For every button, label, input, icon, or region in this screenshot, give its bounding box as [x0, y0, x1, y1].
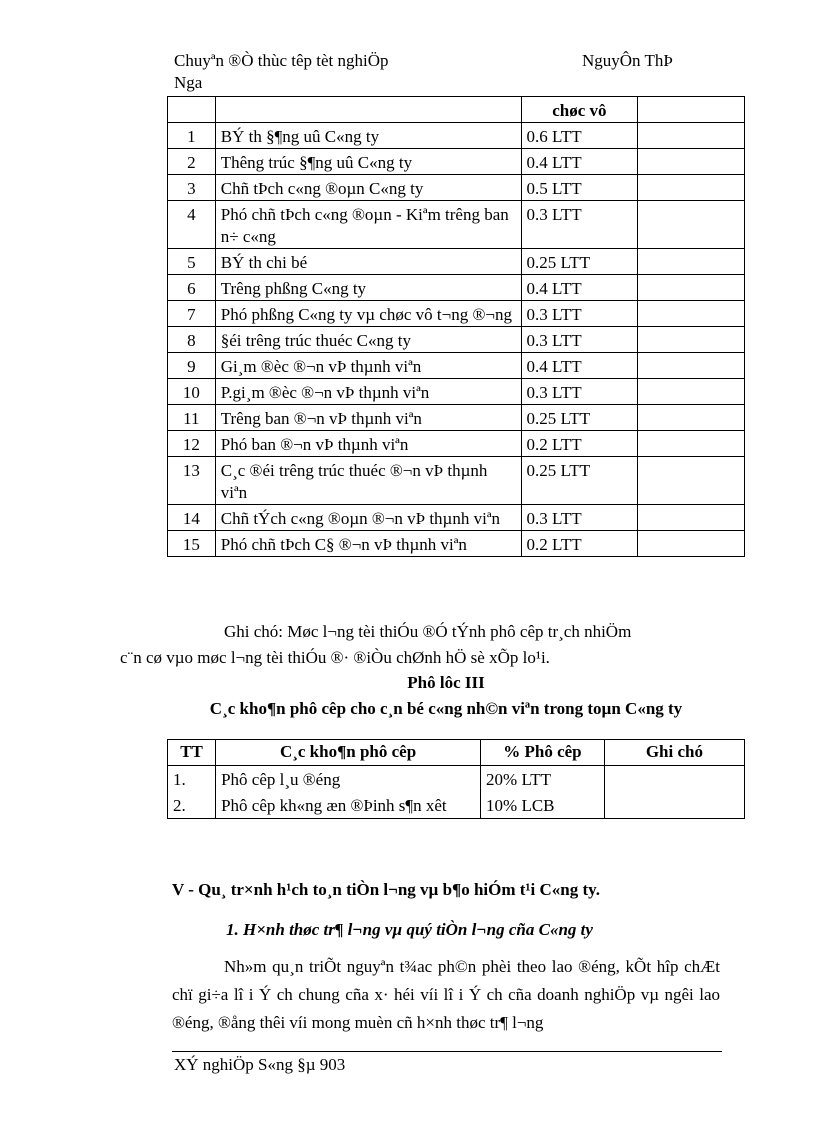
- empty-cell: [638, 327, 745, 353]
- empty-cell: [638, 405, 745, 431]
- allowance-coefficient: 0.3 LTT: [521, 379, 638, 405]
- allowance-coefficient: 0.3 LTT: [521, 201, 638, 249]
- section-heading: V - Qu¸ tr×nh h¹ch to¸n tiÒn l¬ng vµ b¶o hiÓm t¹i C«ng ty.: [172, 880, 600, 899]
- table-row: [168, 275, 745, 301]
- position-name: P.gi¸m ®èc ®¬n vÞ thµnh viªn: [215, 379, 521, 405]
- header-title-wrap: Nga: [174, 73, 203, 92]
- table-header-cell: [215, 97, 521, 123]
- table-row: [168, 353, 745, 379]
- allowance-percent: 20% LTT: [481, 766, 605, 793]
- position-name: Gi¸m ®èc ®¬n vÞ thµnh viªn: [215, 353, 521, 379]
- table-header-row: [168, 97, 745, 123]
- allowance-note: [604, 766, 744, 793]
- allowance-coefficient: 0.6 LTT: [521, 123, 638, 149]
- body-paragraph: Nh»m qu¸n triÕt nguyªn t¾ac ph©n phèi theo lao ®éng, kÕt hîp chÆt chï gi÷a lî i Ý ch chung cña x· héi víi lî i Ý ch cña doanh nghiÖp vµ ngêi lao ®éng, ®ång thêi víi mong muèn cñ h×nh thøc tr¶ l¬ng: [172, 957, 720, 1032]
- allowance-item: Phô cêp l¸u ®éng: [216, 766, 481, 793]
- table-row: [168, 149, 745, 175]
- empty-cell: [638, 531, 745, 557]
- allowance-coefficient: 0.3 LTT: [521, 327, 638, 353]
- allowance-note: [604, 792, 744, 819]
- position-name: Thêng trúc §¶ng uû C«ng ty: [215, 149, 521, 175]
- empty-cell: [638, 353, 745, 379]
- header-title-text: Chuyªn ®Ò thùc têp tèt nghiÖp: [174, 51, 389, 70]
- empty-cell: [638, 123, 745, 149]
- allowance-coefficient: 0.4 LTT: [521, 275, 638, 301]
- table-row: [168, 301, 745, 327]
- table-row: [168, 327, 745, 353]
- empty-cell: [638, 457, 745, 505]
- empty-cell: [638, 379, 745, 405]
- row-number: 1.: [168, 766, 216, 793]
- table-header-cell: [638, 97, 745, 123]
- table-row: [168, 792, 745, 819]
- appendix-title: C¸c kho¶n phô cêp cho c¸n bé c«ng nh©n viªn trong toµn C«ng ty: [209, 699, 683, 718]
- section-subheading: 1. H×nh thøc tr¶ l¬ng vµ quý tiÒn l¬ng cña C«ng ty: [226, 920, 593, 939]
- footer-divider: [172, 1051, 722, 1052]
- position-name: Phó phßng C«ng ty vµ chøc vô t¬ng ®¬ng: [215, 301, 521, 327]
- row-number: 6: [168, 275, 216, 301]
- row-number: 9: [168, 353, 216, 379]
- empty-cell: [638, 275, 745, 301]
- table-row: [168, 249, 745, 275]
- table-header-cell: Ghi chó: [604, 740, 744, 766]
- position-name: Chñ tÝch c«ng ®oµn ®¬n vÞ thµnh viªn: [215, 505, 521, 531]
- position-name: BÝ th §¶ng uû C«ng ty: [215, 123, 521, 149]
- note-line-1: Ghi chó: Møc l¬ng tèi thiÓu ®Ó tÝnh phô cêp tr¸ch nhiÖm: [224, 622, 632, 641]
- row-number: 1: [168, 123, 216, 149]
- allowance-coefficient: 0.25 LTT: [521, 457, 638, 505]
- position-name: Trêng ban ®¬n vÞ thµnh viªn: [215, 405, 521, 431]
- header-author: NguyÔn ThÞ: [582, 51, 673, 70]
- allowance-item: Phô cêp kh«ng æn ®Þinh s¶n xêt: [216, 792, 481, 819]
- empty-cell: [638, 505, 745, 531]
- position-name: Trêng phßng C«ng ty: [215, 275, 521, 301]
- table-row: [168, 175, 745, 201]
- position-name: Phó chñ tÞch C§ ®¬n vÞ thµnh viªn: [215, 531, 521, 557]
- allowance-coefficient: 0.2 LTT: [521, 531, 638, 557]
- table-row: [168, 505, 745, 531]
- table-header-cell: % Phô cêp: [481, 740, 605, 766]
- table-header-cell: TT: [168, 740, 216, 766]
- empty-cell: [638, 249, 745, 275]
- appendix-label: Phô lôc III: [407, 673, 485, 692]
- allowance-coefficient-table: [167, 96, 745, 557]
- allowance-coefficient: 0.3 LTT: [521, 301, 638, 327]
- row-number: 13: [168, 457, 216, 505]
- empty-cell: [638, 149, 745, 175]
- row-number: 4: [168, 201, 216, 249]
- position-name: Phó ban ®¬n vÞ thµnh viªn: [215, 431, 521, 457]
- row-number: 8: [168, 327, 216, 353]
- row-number: 7: [168, 301, 216, 327]
- empty-cell: [638, 201, 745, 249]
- table-row: [168, 405, 745, 431]
- row-number: 11: [168, 405, 216, 431]
- row-number: 5: [168, 249, 216, 275]
- allowance-coefficient: 0.5 LTT: [521, 175, 638, 201]
- table-header-cell: chøc vô: [521, 97, 638, 123]
- table-row: [168, 123, 745, 149]
- allowance-coefficient: 0.3 LTT: [521, 505, 638, 531]
- position-name: BÝ th chi bé: [215, 249, 521, 275]
- allowance-percent: 10% LCB: [481, 792, 605, 819]
- row-number: 12: [168, 431, 216, 457]
- allowance-coefficient: 0.4 LTT: [521, 149, 638, 175]
- table-row: [168, 431, 745, 457]
- table-row: [168, 201, 745, 249]
- allowance-table: [167, 739, 745, 819]
- header-title: [174, 50, 594, 94]
- position-name: §éi trêng trúc thuéc C«ng ty: [215, 327, 521, 353]
- note-line-2: c¨n cø vµo møc l¬ng tèi thiÓu ®· ®iÒu chØnh hÖ sè xÕp lo¹i.: [120, 648, 550, 667]
- position-name: Phó chñ tÞch c«ng ®oµn - Kiªm trêng ban n÷ c«ng: [215, 201, 521, 249]
- row-number: 15: [168, 531, 216, 557]
- empty-cell: [638, 301, 745, 327]
- row-number: 2: [168, 149, 216, 175]
- table-row: [168, 457, 745, 505]
- position-name: Chñ tÞch c«ng ®oµn C«ng ty: [215, 175, 521, 201]
- table-header-cell: [168, 97, 216, 123]
- allowance-coefficient: 0.25 LTT: [521, 405, 638, 431]
- table-row: [168, 766, 745, 793]
- footer-text: XÝ nghiÖp S«ng §µ 903: [174, 1055, 346, 1074]
- table-row: [168, 531, 745, 557]
- empty-cell: [638, 431, 745, 457]
- allowance-coefficient: 0.2 LTT: [521, 431, 638, 457]
- table-header-cell: C¸c kho¶n phô cêp: [216, 740, 481, 766]
- position-name: C¸c ®éi trêng trúc thuéc ®¬n vÞ thµnh viªn: [215, 457, 521, 505]
- empty-cell: [638, 175, 745, 201]
- table-header-row: [168, 740, 745, 766]
- row-number: 14: [168, 505, 216, 531]
- table-row: [168, 379, 745, 405]
- allowance-coefficient: 0.4 LTT: [521, 353, 638, 379]
- note-paragraph: [120, 619, 720, 671]
- row-number: 2.: [168, 792, 216, 819]
- row-number: 3: [168, 175, 216, 201]
- allowance-coefficient: 0.25 LTT: [521, 249, 638, 275]
- row-number: 10: [168, 379, 216, 405]
